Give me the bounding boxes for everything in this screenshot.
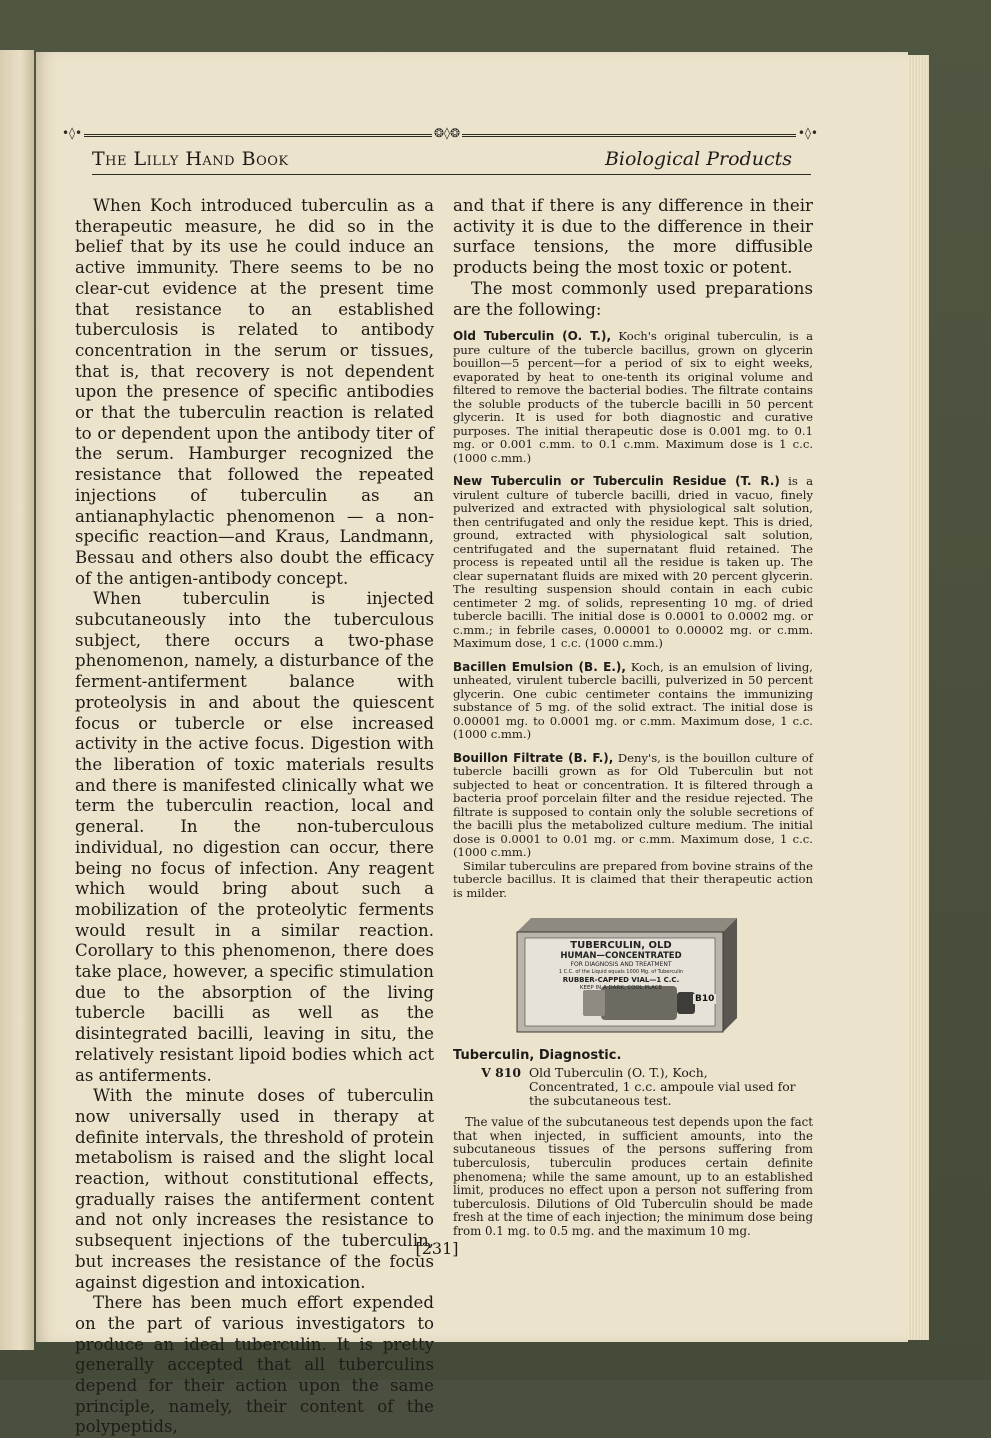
book-title: The Lilly Hand Book [92,148,289,170]
preparation-entry [453,661,813,742]
box-label-subtitle: HUMAN—CONCENTRATED [560,951,682,962]
running-header [92,146,792,174]
entry-term: Bouillon Filtrate (B. F.), [453,750,614,765]
paragraph: The most commonly used preparations are the following: [453,278,813,319]
entry-term: Old Tuberculin (O. T.), [453,329,612,344]
entry-text: Koch's original tuberculin, is a pure culture of the tubercle bacillus, grown on glycerin bouillon—5 percent—for a period of six to eight weeks, evaporated by heat to one-tenth its original volume and filtered to remove the bacterial bodies. The filtrate contains the soluble products of the tubercle bacilli in 50 percent glycerin. It is used for both diagnostic and curative purposes. The initial therapeutic dose is 0.001 mg. to 0.1 mg. or 0.001 c.mm. to 0.1 c.mm. Maximum dose is 1 c.c. (1000 c.mm.) [453,329,813,465]
box-label-vial: RUBBER-CAPPED VIAL—1 C.C. [562,976,680,985]
paragraph: There has been much effort expended on the part of various investigators to produce an ideal tuberculin. It is pretty generally accepted that all tuberculins depend for their action upon the same principle, namely, their content of the polypeptids, [75,1293,434,1437]
entry-text: is a virulent culture of tubercle bacilli, dried in vacuo, finely pulverized and extracted with physiological salt solution, then centrifugated and only the residue kept. This is dried, ground, extracted with physiological salt solution, centrifugated and the supernatant fluid retained. The process is repeated until all the residue is taken up. The clear supernatant fluids are mixed with 20 percent glycerin. The resulting suspension should contain in each cubic centimeter 2 mg. of solids, representing 10 mg. of dried tubercle bacilli. The initial dose is 0.0001 to 0.0002 mg. or c.mm.; in febrile cases, 0.00001 to 0.00002 mg. or c.mm. Maximum dose, 1 c.c. (1000 c.mm.) [453,474,813,651]
entry-text: Deny's, is the bouillon culture of tubercle bacilli grown as for Old Tuberculin but not subjected to heat or concentration. It is filtered through a bacteria proof porcelain filter and the residue rejected. The filtrate is supposed to contain only the soluble secretions of the bacilli plus the metabolized culture medium. The initial dose is 0.0001 to 0.01 mg. or c.mm. Maximum dose, 1 c.c. (1000 c.mm.) [453,750,813,860]
header-rule [92,174,811,175]
right-column [453,196,813,1239]
box-label-storage: KEEP IN A DARK, COOL PLACE [579,985,663,992]
box-label-purpose: FOR DIAGNOSIS AND TREATMENT [570,961,672,969]
product-code: V 810 [481,1065,521,1081]
ornamental-rule [60,126,820,141]
paragraph: With the minute doses of tuberculin now universally used in therapy at definite intervals, the threshold of protein metabolism is raised and the slight local reaction, without constitutional effects, gradually raises the antiferment content and not only increases the resistance to subsequent injections of the tuberculin, but increases the resistance of the focus against digestion and intoxication. [75,1086,434,1292]
entry-term: New Tuberculin or Tuberculin Residue (T. R.) [453,474,780,489]
closing-paragraph: The value of the subcutaneous test depends upon the fact that when injected, in sufficient amounts, into the subcutaneous tissues of the persons suffering from tuberculosis, tuberculin produces certain definite phenomena; while the same amount, up to an established limit, produces no effect upon a person not suffering from tuberculosis. Dilutions of Old Tuberculin should be made fresh at the time of each injection; the minimum dose being from 0.1 mg. to 0.5 mg. and the maximum 10 mg. [453,1115,813,1238]
paragraph: and that if there is any difference in their activity it is due to the difference in their surface tensions, the more diffusible products being the most toxic or potent. [453,196,813,278]
entry-term: Bacillen Emulsion (B. E.), [453,659,626,674]
entry-text: Koch, is an emulsion of living, unheated, virulent tubercle bacilli, pulverized in 50 percent glycerin. One cubic centimeter contains the immunizing substance of 5 mg. of the solid extract. The initial dose is 0.00001 mg. to 0.0001 mg. or c.mm. Maximum dose, 1 c.c. (1000 c.mm.) [453,659,813,742]
ornament-left-icon: •◊• [62,126,83,140]
box-code: B10 [695,994,715,1005]
paragraph: When Koch introduced tuberculin as a therapeutic measure, he did so in the belief that by its use he could induce an active immunity. There seems to be no clear-cut evidence at the present time that resistance to an established tuberculosis is related to antibody concentration in the serum or tissues, that is, that recovery is not dependent upon the presence of specific antibodies or that the tuberculin reaction is related to or dependent upon the antibody titer of the serum. Hamburger recognized the resistance that followed the repeated injections of tuberculin as an antianaphylactic phenomenon — a non-specific reaction—and Kraus, Landmann, Bessau and others also doubt the efficacy of the antigen-antibody concept. [75,196,434,588]
previous-page-edge [0,50,34,1350]
paragraph: When tuberculin is injected subcutaneously into the tuberculous subject, there occurs a two-phase phenomenon, namely, a disturbance of the ferment-antiferment balance with proteolysis in and about the quiescent focus or tubercle or else increased activity in the active focus. Digestion with the liberation of toxic materials results and there is manifested clinically what we term the tuberculin reaction, local and general. In the non-tuberculous individual, no digestion can occur, there being no focus of infection. Any reagent which would bring about such a mobilization of the proteolytic ferments would result in a similar reaction. Corollary to this phenomenon, there does take place, however, a specific stimulation due to the absorption of the living tubercle bacilli as well as the disintegrated bacilli, leaving in situ, the relatively resistant lipoid bodies which act as antiferments. [75,589,434,1085]
product-listing [453,1066,813,1108]
left-column [75,196,434,1438]
ornament-right-icon: •◊• [797,126,818,140]
section-title: Biological Products [604,148,792,170]
product-description: Old Tuberculin (O. T.), Koch, Concentrated, 1 c.c. ampoule vial used for the subcutaneous test. [529,1065,796,1109]
preparation-entry [453,330,813,465]
illustration-caption: Tuberculin, Diagnostic. [453,1048,622,1064]
product-illustration [511,914,741,1042]
intro-text [453,196,813,320]
preparation-entry [453,475,813,651]
page-stack-edge [905,55,929,1340]
box-label [531,940,711,992]
page-number: [231] [415,1239,459,1258]
box-label-title: TUBERCULIN, OLD [570,940,672,952]
similar-note: Similar tuberculins are prepared from bovine strains of the tubercle bacillus. It is claimed that their therapeutic action is milder. [453,858,813,900]
preparation-entry [453,752,813,860]
ornament-center-icon: ❂◊❂ [434,126,461,140]
box-label-strength: 1 C.C. of the Liquid equals 1000 Mg. of Tuberculin [558,969,684,976]
